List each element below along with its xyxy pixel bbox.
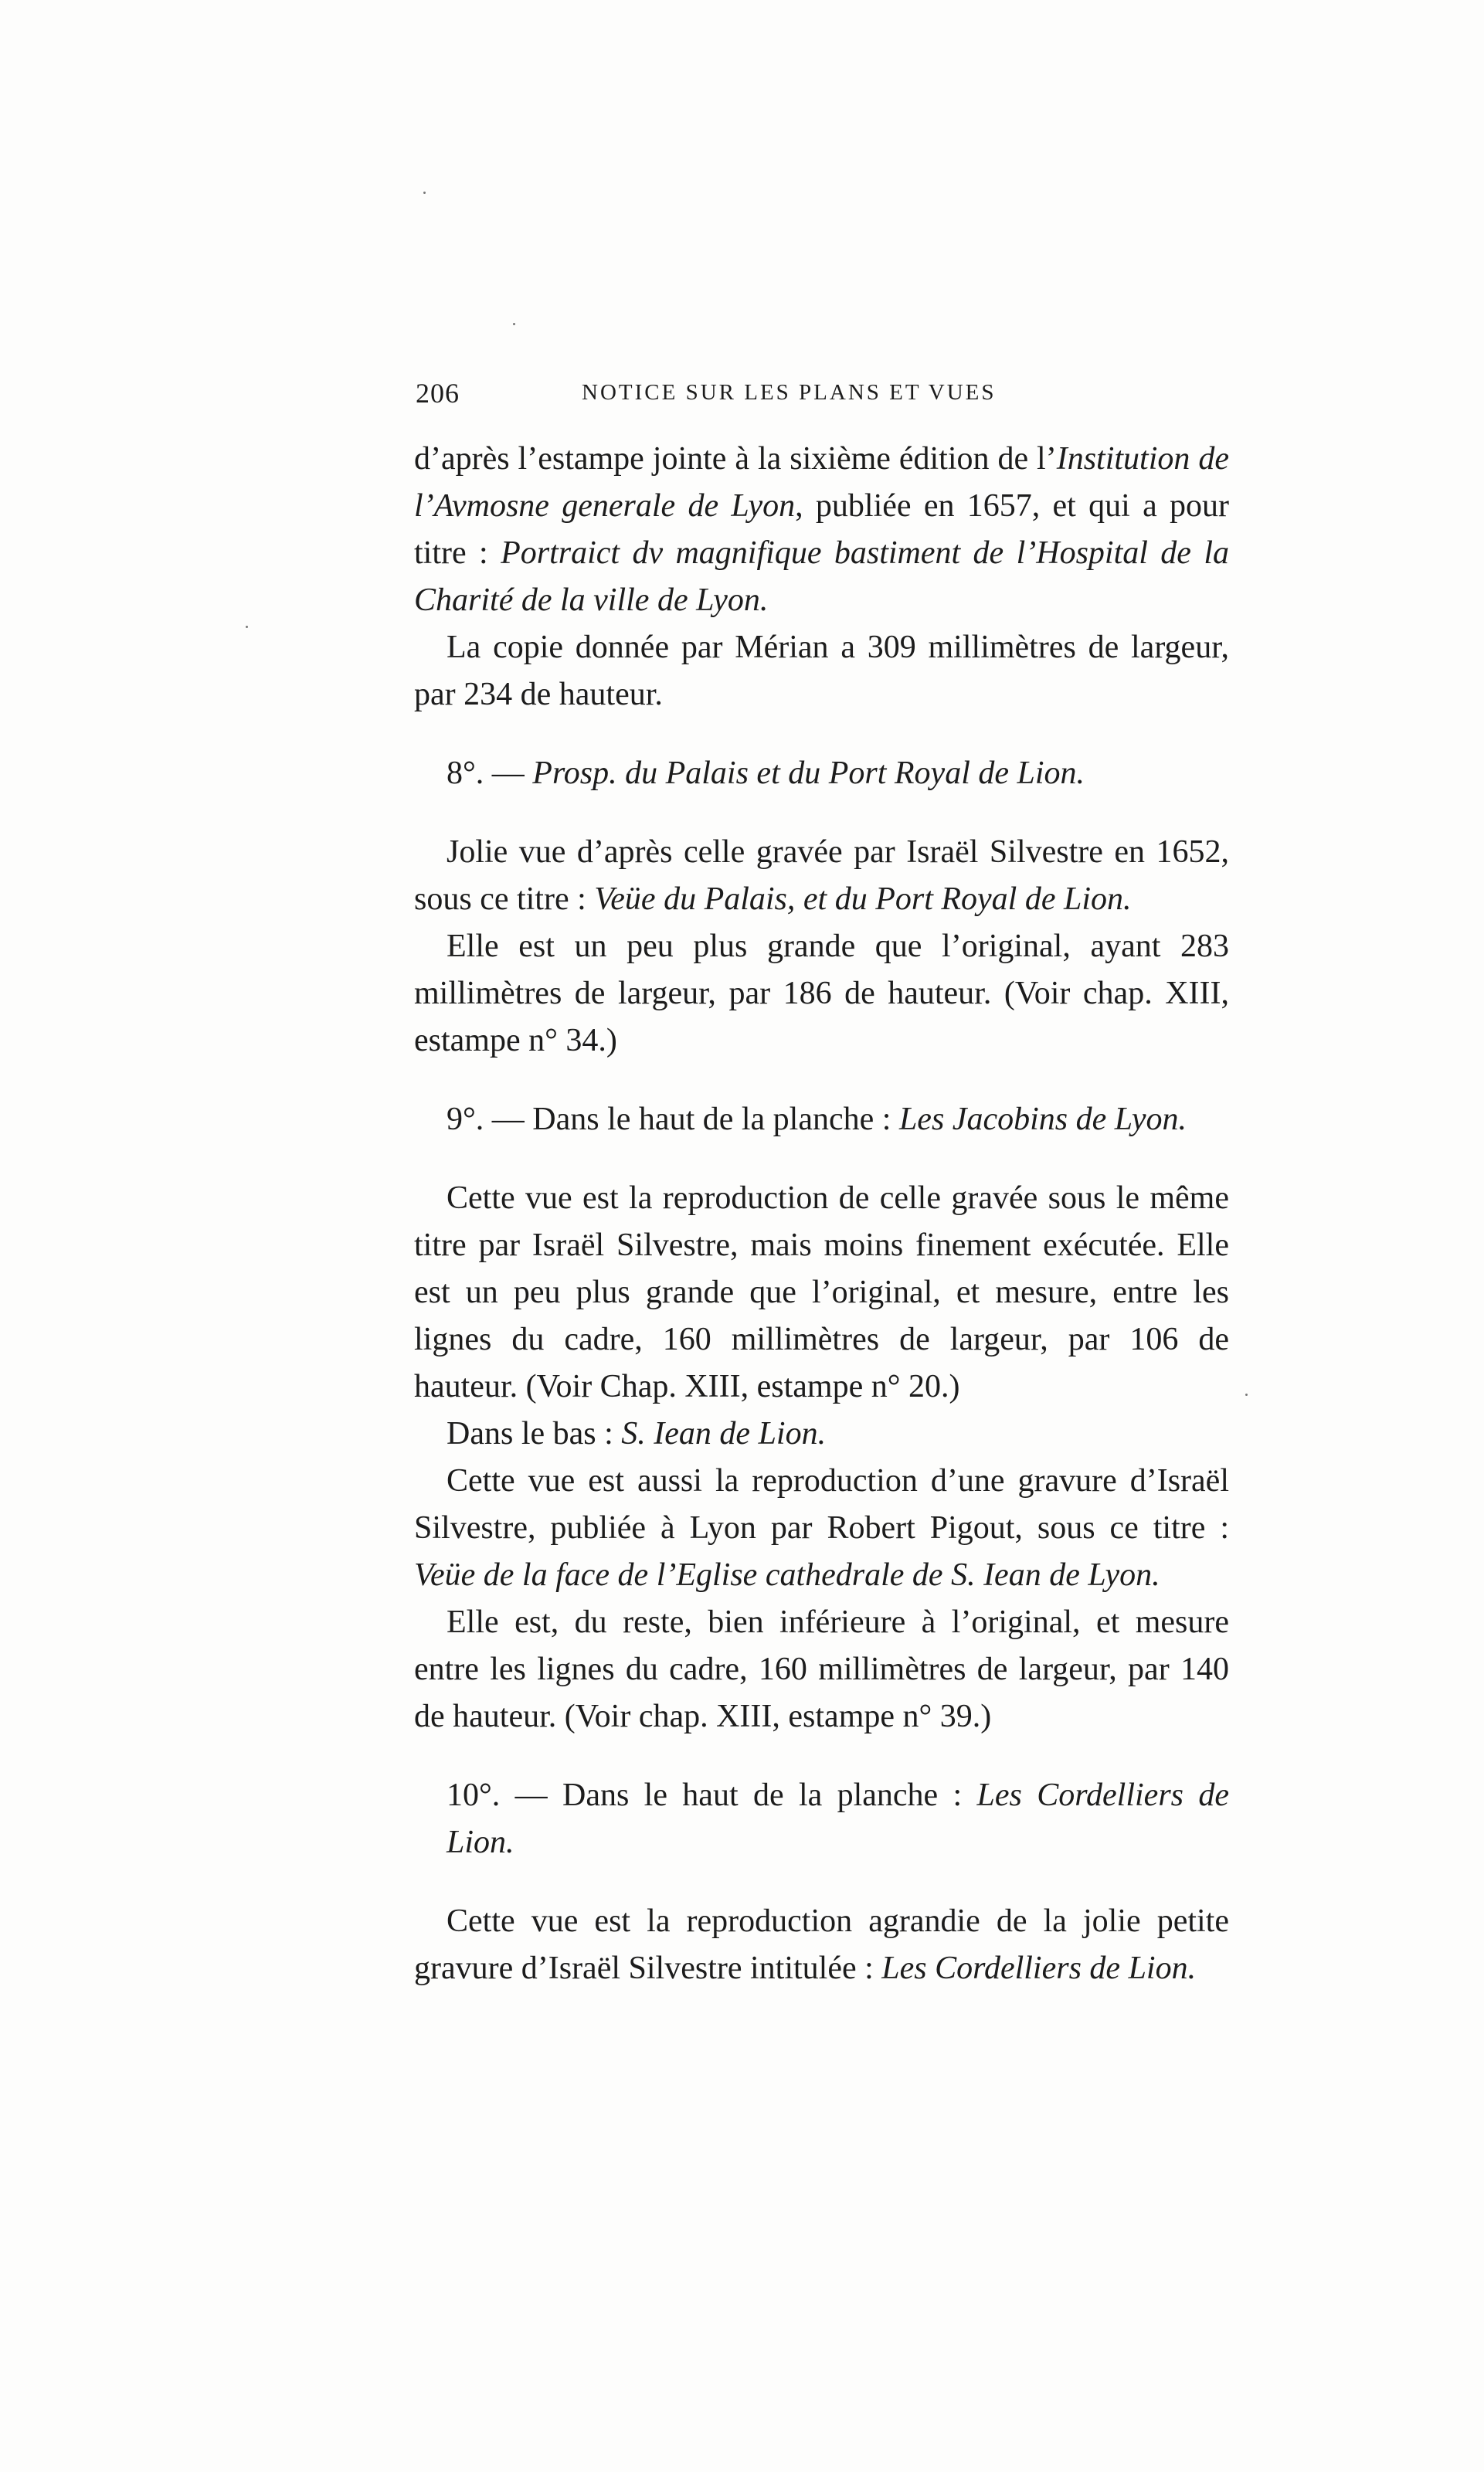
paragraph-5: Cette vue est la reproduction de celle gravée sous le même titre par Israël Silvestre, mais moins finement exécutée. Elle est un peu plus grande que l’original, et mesure, entre les lignes du cadre, 160 millimètres de largeur, par 106 de hauteur. (Voir Chap. XIII, estampe n° 20.)	[414, 1180, 1229, 1404]
paper-speck	[1245, 1394, 1248, 1396]
paragraph-9: Cette vue est la reproduction agrandie de la jolie petite gravure d’Israël Silvestre intitulée : Les Cordelliers de Lion.	[414, 1903, 1229, 1986]
entry-heading-10: 10°. — Dans le haut de la planche : Les Cordelliers de Lion.	[447, 1778, 1229, 1860]
paragraph-2: La copie donnée par Mérian a 309 millimètres de largeur, par 234 de hauteur.	[414, 630, 1229, 712]
paragraph-7: Cette vue est aussi la reproduction d’une gravure d’Israël Silvestre, publiée à Lyon par Robert Pigout, sous ce titre : Veüe de la face de l’Eglise cathedrale de S. Iean de Lyon.	[414, 1463, 1229, 1593]
paragraph-3: Jolie vue d’après celle gravée par Israël Silvestre en 1652, sous ce titre : Veüe du Palais, et du Port Royal de Lion.	[414, 834, 1229, 917]
entry-heading-8: 8°. — Prosp. du Palais et du Port Royal de Lion.	[447, 756, 1085, 791]
paper-speck	[513, 323, 515, 325]
paragraph-6: Dans le bas : S. Iean de Lion.	[447, 1416, 827, 1452]
body-text	[414, 436, 1229, 1992]
page-header	[416, 377, 1227, 416]
paragraph-1: d’après l’estampe jointe à la sixième édition de l’Institution de l’Avmosne generale de Lyon, publiée en 1657, et qui a pour titre : Portraict dv magnifique bastiment de l’Hospital de la Charité de la ville de Lyon.	[414, 441, 1230, 618]
paragraph-4: Elle est un peu plus grande que l’original, ayant 283 millimètres de largeur, par 186 de hauteur. (Voir chap. XIII, estampe n° 34.)	[414, 929, 1229, 1058]
page-number: 206	[416, 378, 460, 409]
paragraph-8: Elle est, du reste, bien inférieure à l’original, et mesure entre les lignes du cadre, 160 millimètres de largeur, par 140 de hauteur. (Voir chap. XIII, estampe n° 39.)	[414, 1604, 1229, 1734]
running-head: NOTICE SUR LES PLANS ET VUES	[582, 380, 997, 405]
entry-heading-9: 9°. — Dans le haut de la planche : Les Jacobins de Lyon.	[447, 1102, 1187, 1137]
paper-speck	[246, 626, 248, 628]
paper-speck	[423, 192, 426, 194]
